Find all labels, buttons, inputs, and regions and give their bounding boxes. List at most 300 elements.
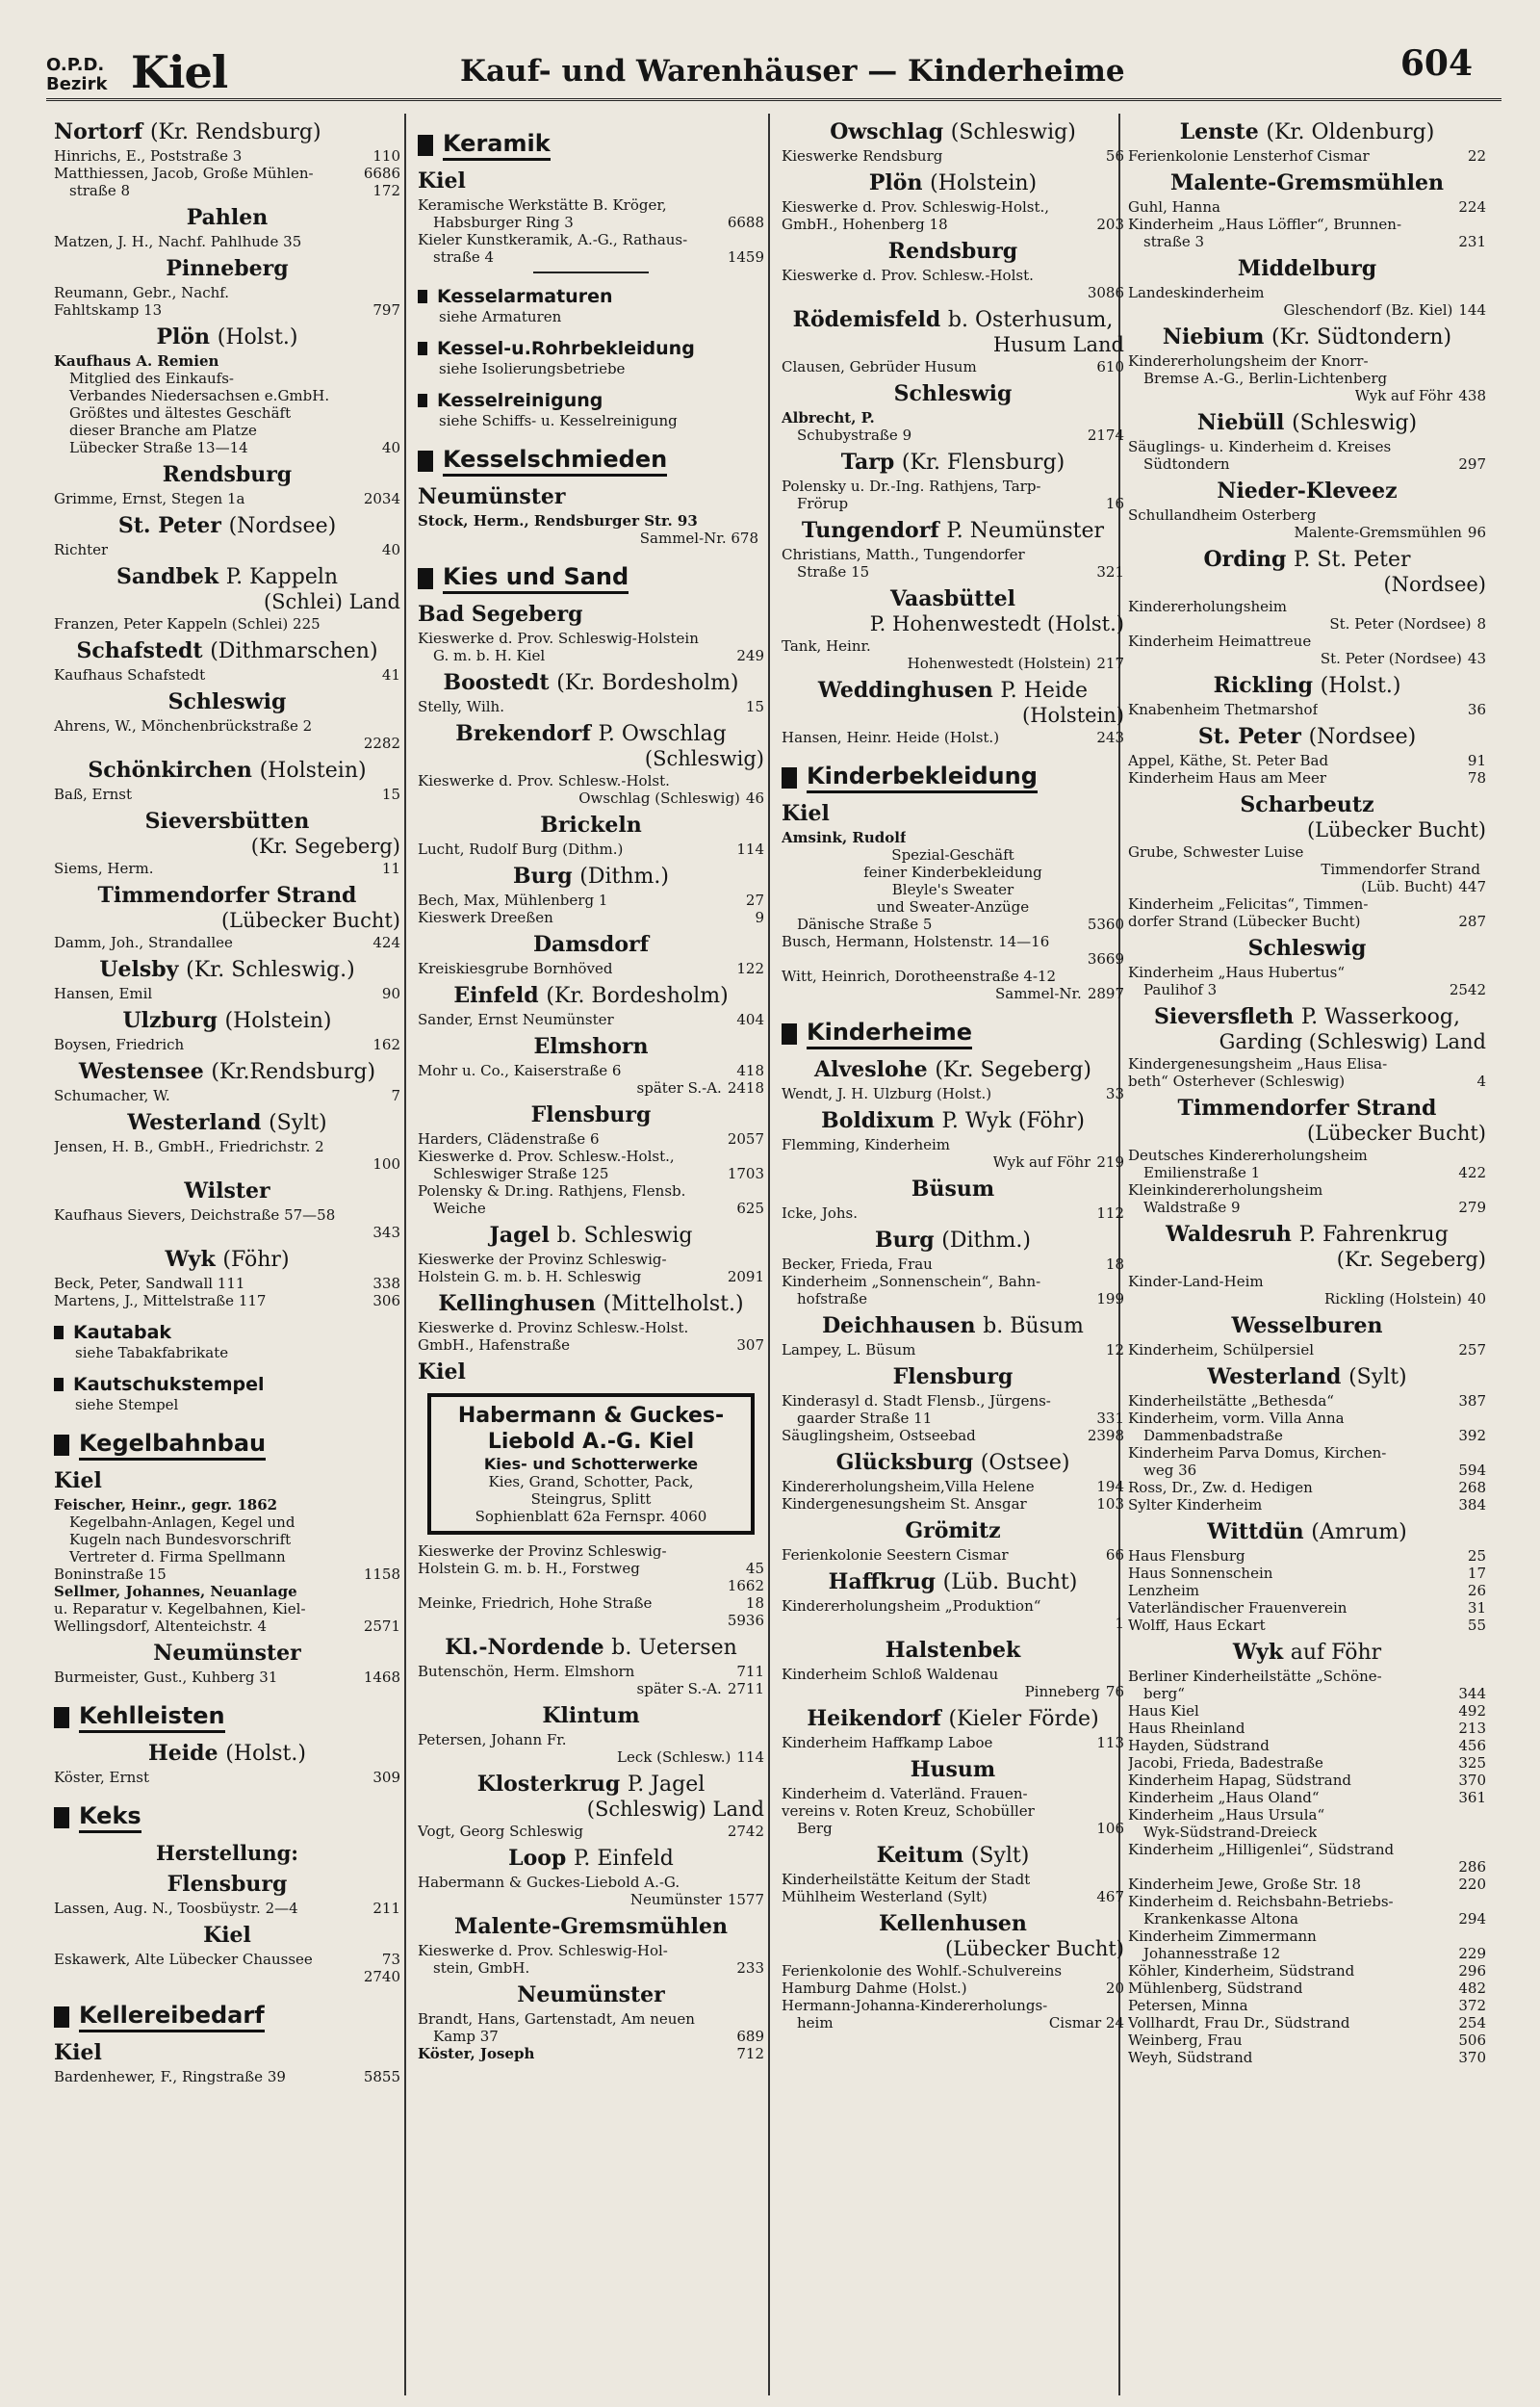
entry-number: 1662 xyxy=(727,1577,764,1594)
entry-text: weg 36 xyxy=(1143,1462,1197,1479)
place-name: Damsdorf xyxy=(532,932,650,957)
entry-row xyxy=(54,1138,400,1155)
section-heading xyxy=(418,389,764,412)
entry-row xyxy=(1128,1824,1486,1841)
place-name: Uelsby xyxy=(99,957,179,982)
entry-row xyxy=(1128,1341,1486,1359)
entry-row xyxy=(782,358,1124,375)
entry-text: Säuglingsheim, Ostseebad xyxy=(782,1427,976,1444)
entry-text: Bardenhewer, F., Ringstraße 39 xyxy=(54,2068,286,2085)
entry-number: 56 xyxy=(1105,147,1124,165)
place-district: (Holst.) xyxy=(225,1742,306,1766)
place-name: Middelburg xyxy=(1237,256,1377,281)
entry-row xyxy=(782,1888,1124,1905)
place-name: Deichhausen xyxy=(822,1313,976,1338)
place-district: (Mittelholst.) xyxy=(603,1292,744,1316)
entry-row xyxy=(418,909,764,926)
place-name: Burg xyxy=(875,1228,935,1253)
entry-row xyxy=(54,147,400,165)
square-bullet-icon xyxy=(418,342,427,355)
entry-row xyxy=(1128,387,1486,404)
entry-number: 40 xyxy=(381,439,400,456)
entry-row xyxy=(1128,1617,1486,1634)
place-district: b. Büsum xyxy=(983,1314,1084,1338)
entry-row xyxy=(54,2068,400,2085)
entry-number: 9 xyxy=(755,909,764,926)
entry-row xyxy=(1128,598,1486,615)
place-name: Plön xyxy=(156,324,211,349)
entry-text: Christians, Matth., Tungendorfer xyxy=(782,546,1025,563)
place-heading xyxy=(54,758,400,784)
entry-number: 110 xyxy=(372,147,400,165)
place-heading xyxy=(418,1034,764,1060)
entry-number: 103 xyxy=(1096,1495,1124,1513)
entry-text: Lübecker Straße 13—14 xyxy=(69,439,248,456)
entry-number: 112 xyxy=(1096,1204,1124,1222)
entry-row xyxy=(54,1968,400,1985)
ad-company-line1: Habermann & Guckes- xyxy=(457,1404,725,1428)
entry-row xyxy=(782,198,1124,216)
entry-text: Pinneberg xyxy=(1024,1683,1100,1700)
place-name: Boldixum xyxy=(821,1108,935,1133)
entry-text: Kinderheim Zimmermann xyxy=(1128,1928,1317,1945)
square-bullet-icon xyxy=(54,2006,69,2028)
place-heading xyxy=(418,1359,764,1385)
entry-row xyxy=(54,165,400,182)
entry-text: Kinderheim Heimattreue xyxy=(1128,633,1312,650)
entry-text: Wolff, Haus Eckart xyxy=(1128,1617,1266,1634)
entry-row xyxy=(1128,1290,1486,1307)
entry-row xyxy=(1128,1410,1486,1427)
entry-row xyxy=(1128,1876,1486,1893)
entry-number: 418 xyxy=(736,1062,764,1079)
advertisement-box xyxy=(427,1393,755,1535)
see-reference: siehe Tabakfabrikate xyxy=(75,1344,229,1361)
place-name: Sandbek xyxy=(116,564,219,589)
entry-text: Guhl, Hanna xyxy=(1128,198,1220,216)
entry-text: Knabenheim Thetmarshof xyxy=(1128,701,1319,718)
see-reference: siehe Stempel xyxy=(75,1396,179,1413)
place-district: (Amrum) xyxy=(1311,1520,1407,1544)
place-name: Rendsburg xyxy=(162,462,293,487)
entry-row xyxy=(418,1680,764,1697)
place-subheading: Husum Land xyxy=(992,333,1124,356)
entry-row xyxy=(782,1871,1124,1888)
place-heading xyxy=(1128,410,1486,436)
entry-text: Kaufhaus Sievers, Deichstraße 57—58 xyxy=(54,1206,336,1224)
entry-text: Wellingsdorf, Altenteichstr. 4 xyxy=(54,1618,268,1635)
entry-row xyxy=(418,1612,764,1629)
place-heading xyxy=(418,813,764,839)
entry-row xyxy=(418,1062,764,1079)
entry-text: Matzen, J. H., Nachf. Pahlhude 35 xyxy=(54,233,302,250)
entry-text: Kegelbahn-Anlagen, Kegel und xyxy=(69,1514,295,1531)
place-name: Pahlen xyxy=(186,205,269,230)
place-district: (Kr. Bordesholm) xyxy=(546,984,729,1008)
entry-text: Gleschendorf (Bz. Kiel) xyxy=(1283,301,1453,319)
entry-number: 1468 xyxy=(363,1669,400,1686)
entry-row xyxy=(1128,701,1486,718)
entry-row xyxy=(1128,370,1486,387)
entry-text: Kieswerke d. Prov. Schlesw.-Holst. xyxy=(782,267,1034,284)
entry-text: Sylter Kinderheim xyxy=(1128,1496,1263,1514)
place-district: (Holstein) xyxy=(259,759,367,783)
entry-row xyxy=(1128,1496,1486,1514)
ad-products-line1: Kies, Grand, Schotter, Pack, xyxy=(488,1473,694,1490)
entry-row xyxy=(1128,1962,1486,1980)
entry-row xyxy=(782,729,1124,746)
place-name: Kiel xyxy=(203,1923,251,1948)
entry-text: Petersen, Minna xyxy=(1128,1997,1248,2014)
place-name: Kiel xyxy=(418,1359,466,1385)
entry-text: Appel, Käthe, St. Peter Bad xyxy=(1128,752,1329,769)
bezirk-text: Bezirk xyxy=(46,74,108,94)
entry-row xyxy=(782,950,1124,968)
entry-number: 467 xyxy=(1096,1888,1124,1905)
entry-number: 224 xyxy=(1458,198,1486,216)
place-name: Westerland xyxy=(127,1110,262,1135)
entry-number: 233 xyxy=(736,1959,764,1977)
place-heading xyxy=(418,932,764,958)
place-heading xyxy=(418,983,764,1009)
entry-row xyxy=(782,495,1124,512)
entry-text: Paulihof 3 xyxy=(1143,981,1218,998)
opd-text: O.P.D. xyxy=(46,55,105,75)
place-heading xyxy=(1128,170,1486,196)
place-heading xyxy=(1128,673,1486,699)
section-heading xyxy=(782,1018,1124,1049)
place-name: Lenste xyxy=(1179,119,1259,144)
place-name: Boostedt xyxy=(443,670,550,695)
place-heading xyxy=(782,1057,1124,1083)
entry-row xyxy=(418,1182,764,1200)
place-name: Rickling xyxy=(1213,673,1313,698)
place-district: (Kr. Schleswig.) xyxy=(186,958,355,982)
entry-text: Fahltskamp 13 xyxy=(54,301,163,319)
entry-text: Krankenkasse Altona xyxy=(1143,1910,1298,1928)
place-heading xyxy=(782,1638,1124,1664)
place-name: Kellenhusen xyxy=(879,1911,1027,1936)
place-name: Keitum xyxy=(876,1843,964,1868)
entry-row xyxy=(418,698,764,715)
place-heading xyxy=(782,518,1124,544)
entry-row xyxy=(54,370,400,387)
entry-text: Köster, Joseph xyxy=(418,2045,535,2062)
entry-row xyxy=(1128,964,1486,981)
entry-number: 2174 xyxy=(1087,427,1124,444)
entry-row xyxy=(782,1410,1124,1427)
entry-text: Stock, Herm., Rendsburger Str. 93 xyxy=(418,512,698,530)
place-district: (Sylt) xyxy=(269,1111,327,1135)
entry-text: Kinderheim d. Reichsbahn-Betriebs- xyxy=(1128,1893,1394,1910)
entry-text: Polensky & Dr.ing. Rathjens, Flensb. xyxy=(418,1182,686,1200)
entry-number: 3669 xyxy=(1087,950,1124,968)
place-district: P. Kappeln xyxy=(225,565,339,589)
entry-number: 231 xyxy=(1458,233,1486,250)
entry-number: 17 xyxy=(1467,1565,1486,1582)
entry-number: 12 xyxy=(1105,1341,1124,1359)
place-district: (Nordsee) xyxy=(1308,725,1417,749)
section-heading xyxy=(418,445,764,477)
entry-row xyxy=(418,1251,764,1268)
entry-row xyxy=(782,1427,1124,1444)
entry-number: 384 xyxy=(1458,1496,1486,1514)
place-heading xyxy=(782,1706,1124,1732)
entry-row xyxy=(1128,895,1486,913)
entry-row xyxy=(782,563,1124,581)
entry-row xyxy=(782,1802,1124,1820)
section-heading xyxy=(782,762,1124,793)
entry-row xyxy=(1128,1199,1486,1216)
place-name: Schleswig xyxy=(1247,936,1367,961)
place-name: Sieversfleth xyxy=(1154,1004,1295,1029)
place-name: Einfeld xyxy=(453,983,539,1008)
entry-text: Habermann & Guckes-Liebold A.-G. xyxy=(418,1874,680,1891)
entry-number: 22 xyxy=(1467,147,1486,165)
entry-number: 594 xyxy=(1458,1462,1486,1479)
section-title: Kehlleisten xyxy=(79,1701,225,1733)
entry-row xyxy=(1128,1980,1486,1997)
place-subheading: (Lübecker Bucht) xyxy=(1306,818,1486,841)
entry-row xyxy=(1128,981,1486,998)
section-heading xyxy=(418,337,764,360)
entry-number: 220 xyxy=(1458,1876,1486,1893)
place-heading xyxy=(54,883,400,909)
entry-row xyxy=(418,1200,764,1217)
entry-number: 91 xyxy=(1467,752,1486,769)
entry-text: straße 4 xyxy=(433,248,495,266)
entry-row xyxy=(54,1224,400,1241)
entry-row xyxy=(54,1548,400,1566)
entry-row xyxy=(1128,1945,1486,1962)
place-district: (Kr. Segeberg) xyxy=(935,1058,1091,1082)
entry-row xyxy=(1128,1582,1486,1599)
entry-text: Kamp 37 xyxy=(433,2028,499,2045)
entry-number: 41 xyxy=(381,666,400,684)
entry-row xyxy=(418,772,764,789)
entry-row xyxy=(54,860,400,877)
square-bullet-icon xyxy=(54,1435,69,1456)
entry-number: 96 xyxy=(1467,524,1486,541)
entry-number: 11 xyxy=(381,860,400,877)
entry-text: Kindergenesungsheim St. Ansgar xyxy=(782,1495,1027,1513)
place-district: P. Neumünster xyxy=(946,519,1105,543)
entry-text: Damm, Joh., Strandallee xyxy=(54,934,233,951)
entry-text: Sellmer, Johannes, Neuanlage xyxy=(54,1583,297,1600)
place-name: Timmendorfer Strand xyxy=(97,883,357,908)
entry-number: 370 xyxy=(1458,2049,1486,2066)
place-district: (Nordsee) xyxy=(228,514,337,538)
entry-text: Eskawerk, Alte Lübecker Chaussee xyxy=(54,1951,313,1968)
entry-row xyxy=(782,478,1124,495)
place-name: Niebium xyxy=(1162,324,1265,349)
entry-row xyxy=(54,1583,400,1600)
entry-row xyxy=(1128,1273,1486,1290)
entry-number: 254 xyxy=(1458,2014,1486,2032)
place-heading xyxy=(1128,936,1486,962)
entry-row xyxy=(1128,1841,1486,1858)
square-bullet-icon xyxy=(54,1378,64,1391)
entry-row xyxy=(782,985,1124,1002)
entry-row xyxy=(1128,2049,1486,2066)
entry-text: Matthiessen, Jacob, Große Mühlen- xyxy=(54,165,314,182)
entry-row xyxy=(782,1785,1124,1802)
entry-text: Sammel-Nr. xyxy=(994,985,1082,1002)
entry-number: 1158 xyxy=(363,1566,400,1583)
square-bullet-icon xyxy=(418,290,427,303)
place-name: Grömitz xyxy=(905,1518,1001,1543)
entry-row xyxy=(54,1618,400,1635)
entry-number: 797 xyxy=(372,301,400,319)
entry-text: Berg xyxy=(797,1820,833,1837)
place-heading xyxy=(54,2040,400,2066)
place-name: Niebüll xyxy=(1196,410,1285,435)
section-heading xyxy=(54,1429,400,1461)
entry-row xyxy=(1128,1910,1486,1928)
entry-number: 372 xyxy=(1458,1997,1486,2014)
entry-number: 172 xyxy=(372,182,400,199)
place-heading xyxy=(418,670,764,696)
place-subheading: (Schlei) Land xyxy=(263,590,400,613)
entry-number: 307 xyxy=(736,1336,764,1354)
entry-text: Emilienstraße 1 xyxy=(1143,1164,1261,1181)
entry-number: 106 xyxy=(1096,1820,1124,1837)
entry-number: 325 xyxy=(1458,1754,1486,1772)
place-heading xyxy=(418,1635,764,1661)
entry-text: Baß, Ernst xyxy=(54,786,133,803)
entry-number: 387 xyxy=(1458,1392,1486,1410)
place-heading xyxy=(54,638,400,664)
entry-text: Kindererholungsheim,Villa Helene xyxy=(782,1478,1035,1495)
section-title: Kies und Sand xyxy=(443,562,629,594)
entry-text: Witt, Heinrich, Dorotheenstraße 4-12 xyxy=(782,968,1057,985)
place-name: Tarp xyxy=(840,450,895,475)
entry-text: Weiche xyxy=(433,1200,486,1217)
place-name: Pinneberg xyxy=(166,256,289,281)
entry-text: Haus Kiel xyxy=(1128,1702,1199,1720)
entry-number: 297 xyxy=(1458,455,1486,473)
entry-row xyxy=(1128,1164,1486,1181)
place-name: Jagel xyxy=(489,1223,550,1248)
entry-number: 296 xyxy=(1458,1962,1486,1980)
entry-row xyxy=(1128,1565,1486,1582)
square-bullet-icon xyxy=(418,568,433,589)
entry-text: G. m. b. H. Kiel xyxy=(433,647,546,664)
entry-text-line: Spezial-Geschäft xyxy=(891,846,1014,864)
place-subheading: (Schleswig) Land xyxy=(586,1798,764,1821)
entry-text: Frörup xyxy=(797,495,849,512)
entry-row xyxy=(1128,1737,1486,1754)
entry-number: 2091 xyxy=(727,1268,764,1285)
entry-row xyxy=(1128,633,1486,650)
entry-text: Burmeister, Gust., Kuhberg 31 xyxy=(54,1669,278,1686)
entry-row xyxy=(418,960,764,977)
place-subheading: (Lübecker Bucht) xyxy=(220,909,400,932)
entry-row xyxy=(54,301,400,319)
entry-number: 2282 xyxy=(363,735,400,752)
entry-row xyxy=(1128,198,1486,216)
place-name: Scharbeutz xyxy=(1240,792,1374,817)
entry-text: Grube, Schwester Luise xyxy=(1128,843,1304,861)
entry-row xyxy=(1128,1668,1486,1685)
place-heading xyxy=(782,119,1124,145)
entry-number: 2034 xyxy=(363,490,400,507)
square-bullet-icon xyxy=(782,767,797,789)
section-title: Kegelbahnbau xyxy=(79,1429,266,1461)
entry-row xyxy=(54,1206,400,1224)
column-3 xyxy=(782,114,1124,2395)
entry-text: Kinderheim Haus am Meer xyxy=(1128,769,1327,787)
entry-row xyxy=(54,387,400,404)
entry-row xyxy=(1128,861,1486,878)
entry-text: Hayden, Südstrand xyxy=(1128,1737,1270,1754)
place-heading xyxy=(1128,1313,1486,1339)
entry-number: 344 xyxy=(1458,1685,1486,1702)
entry-text: Haus Sonnenschein xyxy=(1128,1565,1273,1582)
place-heading xyxy=(782,1108,1124,1134)
place-district: (Schleswig) xyxy=(950,120,1076,144)
place-name: Rödemisfeld xyxy=(792,307,941,332)
entry-number: 16 xyxy=(1105,495,1124,512)
entry-row xyxy=(1128,233,1486,250)
place-heading xyxy=(418,1772,764,1798)
entry-text: Köster, Ernst xyxy=(54,1769,150,1786)
place-district: (Holstein) xyxy=(224,1009,332,1033)
place-name: Kiel xyxy=(54,2040,102,2065)
entry-text: dieser Branche am Platze xyxy=(69,422,257,439)
entry-row xyxy=(1128,438,1486,455)
place-name: Wittdün xyxy=(1207,1519,1304,1544)
entry-number: 286 xyxy=(1458,1858,1486,1876)
entry-number: 492 xyxy=(1458,1702,1486,1720)
entry-row xyxy=(1128,1685,1486,1702)
square-bullet-icon xyxy=(782,1023,797,1045)
entry-number: 78 xyxy=(1467,769,1486,787)
place-heading xyxy=(54,1059,400,1085)
entry-row xyxy=(1128,1462,1486,1479)
entry-number: 287 xyxy=(1458,913,1486,930)
entry-number: 33 xyxy=(1105,1085,1124,1102)
page-number: 604 xyxy=(1399,43,1473,84)
entry-row xyxy=(782,1820,1124,1837)
entry-text: Habsburger Ring 3 xyxy=(433,214,574,231)
place-name: Alveslohe xyxy=(814,1057,928,1082)
place-name: Wyk xyxy=(1232,1640,1284,1665)
entry-text: Richter xyxy=(54,541,109,558)
place-name: Tungendorf xyxy=(801,518,939,543)
square-bullet-icon xyxy=(54,1707,69,1728)
entry-text: später S.-A. xyxy=(636,1680,722,1697)
entry-row xyxy=(1128,1997,1486,2014)
place-heading xyxy=(782,1518,1124,1544)
entry-number: 343 xyxy=(372,1224,400,1241)
place-heading xyxy=(418,864,764,890)
entry-text: Kaufhaus A. Remien xyxy=(54,352,219,370)
entry-text: Kinderheilstätte Keitum der Stadt xyxy=(782,1871,1031,1888)
ad-address: Sophienblatt 62a Fernspr. 4060 xyxy=(475,1508,707,1525)
entry-text: Sammel-Nr. 678 xyxy=(639,530,758,547)
place-name: Rendsburg xyxy=(887,239,1018,264)
entry-text: Busch, Hermann, Holstenstr. 14—16 xyxy=(782,933,1050,950)
entry-text: Kieswerke d. Prov. Schleswig-Hol- xyxy=(418,1942,668,1959)
entry-row xyxy=(782,1683,1124,1700)
entry-text: Johannesstraße 12 xyxy=(1143,1945,1281,1962)
entry-text: Vertreter d. Firma Spellmann xyxy=(69,1548,286,1566)
entry-text: Verbandes Niedersachsen e.GmbH. xyxy=(69,387,330,404)
entry-text: Kieswerke d. Prov. Schleswig-Holstein xyxy=(418,630,699,647)
entry-row xyxy=(418,248,764,266)
entry-text: Kinderheim „Haus Hubertus“ xyxy=(1128,964,1346,981)
